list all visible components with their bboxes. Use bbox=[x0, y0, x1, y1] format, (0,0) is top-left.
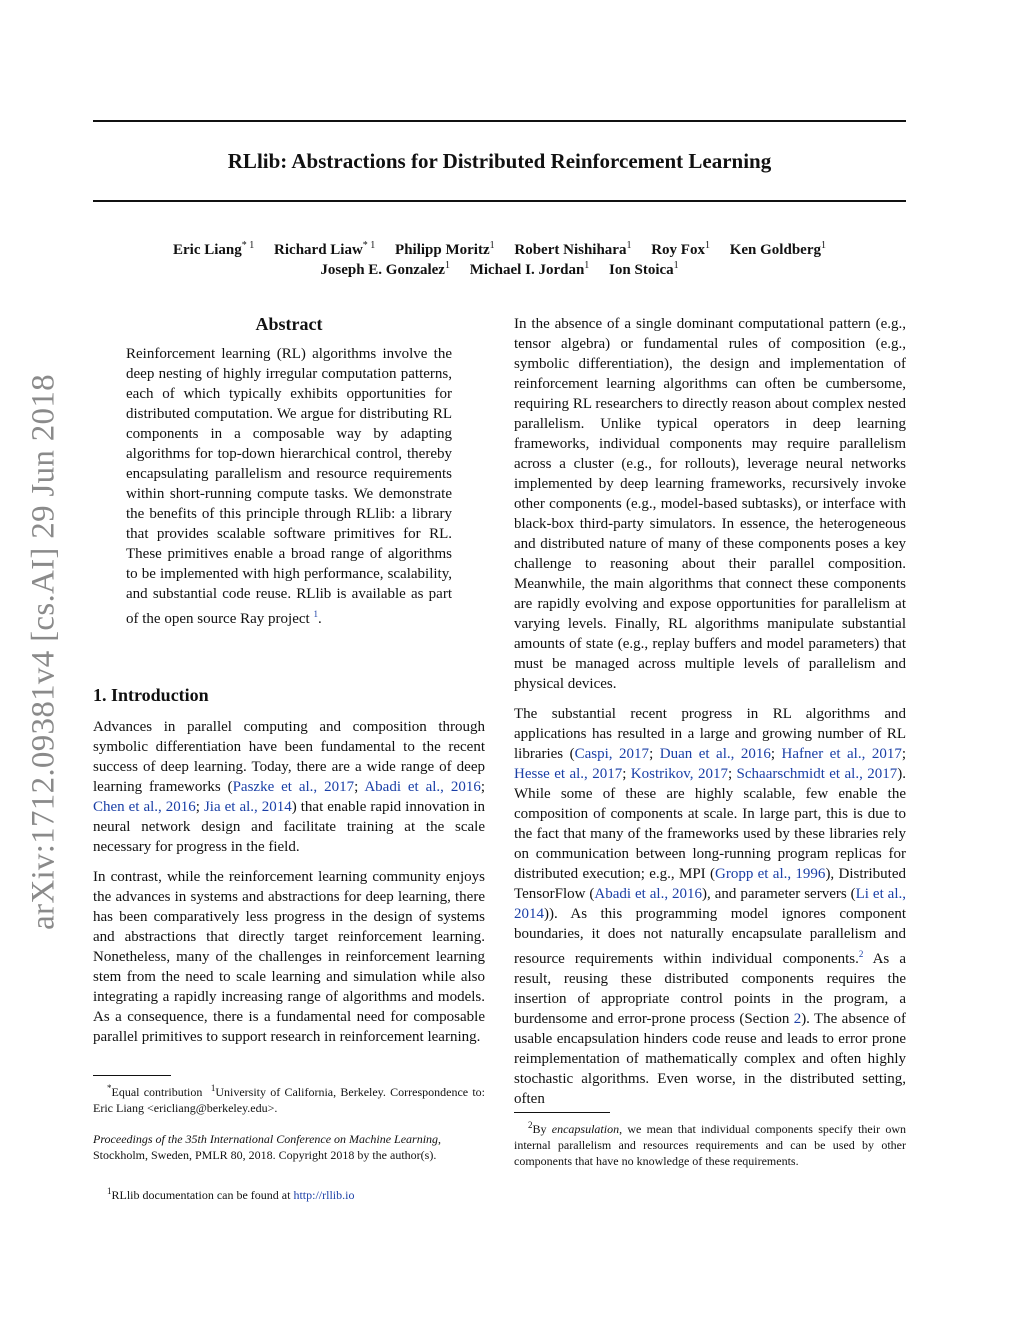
abstract-heading: Abstract bbox=[255, 314, 323, 334]
author: Robert Nishihara$^1$ bbox=[514, 240, 632, 258]
author: Ion Stoica$^1$ bbox=[609, 260, 679, 278]
citation-link[interactable]: Gropp et al., 1996 bbox=[715, 866, 826, 882]
footnote-1: $^1$RLlib documentation can be found at http://rllib.io bbox=[107, 1186, 355, 1202]
citation-link[interactable]: Jia et al., 2014 bbox=[203, 799, 292, 815]
footnote-2: $^2$By encapsulation, we mean that individual components specify their own internal parallelism and resources requirements and can be used by other components that have no knowledge of these requirements. bbox=[514, 1120, 906, 1168]
footnote-ref[interactable]: 2 bbox=[858, 949, 864, 959]
paper-title: RLlib: Abstractions for Distributed Reinforcement Learning bbox=[227, 149, 772, 173]
section-ref-link[interactable]: 2 bbox=[793, 1011, 802, 1027]
citation-link[interactable]: Abadi et al., 2016 bbox=[364, 779, 481, 795]
proceedings-notice: Proceedings of the 35th International Conference on Machine Learning, Stockholm, Sweden, PMLR 80, 2018. Copyright 2018 by the author(s). bbox=[93, 1132, 442, 1162]
title-bottom-rule bbox=[93, 200, 906, 202]
title-top-rule bbox=[93, 120, 906, 122]
footnote-ref[interactable]: 1 bbox=[313, 609, 318, 619]
arxiv-sidebar-stamp: arXiv:1712.09381v4 [cs.AI] 29 Jun 2018 bbox=[25, 374, 62, 930]
author: Eric Liang$^{* 1}$ bbox=[173, 240, 255, 258]
citation-link[interactable]: Chen et al., 2016 bbox=[93, 799, 196, 815]
author: Roy Fox$^1$ bbox=[651, 240, 710, 258]
section-heading-introduction: 1. Introduction bbox=[93, 685, 209, 705]
citation-link[interactable]: Paszke et al., 2017 bbox=[232, 779, 355, 795]
footnote-rule bbox=[514, 1112, 610, 1113]
author: Michael I. Jordan$^1$ bbox=[469, 260, 590, 278]
footnote-equal-contribution: *Equal contribution $^1$University of California, Berkeley. Correspondence to: Eric Liang <ericliang@berkeley.edu>. bbox=[93, 1083, 485, 1115]
author-list-line-2 bbox=[93, 256, 906, 280]
body-paragraph: The substantial recent progress in RL algorithms and applications has resulted in a large and growing number of RL libraries (Caspi, 2017; Duan et al., 2016; Hafner et al., 2017; Hesse et al., 2017; Kostrikov, 2017; Schaarschmidt et al., 2017). While some of these are highly scalable, few enable the composition of components at scale. In large part, this is due to the fact that many of the frameworks used by these libraries rely on communication between long-running program replicas for distributed execution; e.g., MPI (Gropp et al., 1996), Distributed TensorFlow (Abadi et al., 2016), and parameter servers (Li et al., 2014)). As this programming model ignores component boundaries, it does not naturally encapsulate parallelism and resource requirements within individual components.$^2$ As a result, reusing these distributed components requires the insertion of appropriate control points in the program, a burdensome and error-prone process (Section 2). The absence of usable encapsulation hinders code reuse and leads to error prone reimplementation of mathematically complex and often highly stochastic algorithms. Even worse, in the distributed setting, often bbox=[514, 706, 907, 1107]
author: Richard Liaw$^{* 1}$ bbox=[274, 240, 376, 258]
citation-link[interactable]: Hesse et al., 2017 bbox=[514, 766, 623, 782]
citation-link[interactable]: Caspi, 2017 bbox=[574, 746, 650, 762]
citation-link[interactable]: Duan et al., 2016 bbox=[659, 746, 771, 762]
intro-paragraph: In contrast, while the reinforcement learning community enjoys the advances in systems and abstractions for deep learning, there has been comparatively less progress in the design of systems and abstractions that directly target reinforcement learning. Nonetheless, many of the challenges in reinforcement learning stem from the need to scale learning and simulation while also integrating a rapidly increasing range of algorithms and models. As a consequence, there is a fundamental need for composable parallel primitives to support research in reinforcement learning. bbox=[93, 869, 485, 1045]
rllib-url-link[interactable]: http://rllib.io bbox=[293, 1188, 355, 1202]
intro-paragraph: Advances in parallel computing and composition through symbolic differentiation have been fundamental to the recent success of deep learning. Today, there are a wide range of deep learning frameworks (Paszke et al., 2017; Abadi et al., 2016; Chen et al., 2016; Jia et al., 2014) that enable rapid innovation in neural network design and facilitate training at the scale necessary for progress in the field. bbox=[93, 719, 486, 855]
citation-link[interactable]: Hafner et al., 2017 bbox=[781, 746, 902, 762]
author: Philipp Moritz$^1$ bbox=[395, 240, 495, 258]
citation-link[interactable]: Abadi et al., 2016 bbox=[594, 886, 703, 902]
citation-link[interactable]: Schaarschmidt et al., 2017 bbox=[736, 766, 898, 782]
citation-link[interactable]: Kostrikov, 2017 bbox=[630, 766, 728, 782]
footnote-rule bbox=[93, 1075, 171, 1076]
citation-link[interactable]: Li et al., 2014 bbox=[514, 886, 907, 922]
abstract-text: Reinforcement learning (RL) algorithms involve the deep nesting of highly irregular computation patterns, each of which typically exhibits opportunities for distributed computation. We argue for distributing RL components in a composable way by adapting algorithms for top-down hierarchical control, thereby encapsulating parallelism and resource requirements within short-running compute tasks. We demonstrate the benefits of this principle through RLlib: a library that provides scalable software primitives for RL. These primitives enable a broad range of algorithms to be implemented with high performance, scalability, and substantial code reuse. RLlib is available as part of the open source Ray project $^1$. bbox=[126, 346, 452, 627]
author: Joseph E. Gonzalez$^1$ bbox=[320, 260, 450, 278]
body-paragraph: In the absence of a single dominant computational pattern (e.g., tensor algebra) or fundamental rules of composition (e.g., symbolic differentiation), the design and implementation of reinforcement learning algorithms can often be cumbersome, requiring RL researchers to directly reason about complex nested parallelism. Unlike typical operators in deep learning frameworks, individual components may require parallelism across a cluster (e.g., for rollouts), leverage neural networks implemented by deep learning frameworks, recursively invoke other components (e.g., model-based subtasks), or interface with black-box third-party simulators. In essence, the heterogeneous and distributed nature of many of these components poses a key challenge to reasoning about their parallel composition. Meanwhile, the main algorithms that connect these components are rapidly evolving and expose opportunities for parallelism at varying levels. Finally, RL algorithms manipulate substantial amounts of state (e.g., replay buffers and model parameters) that must be managed across multiple levels of parallelism and physical devices. bbox=[514, 316, 906, 692]
author: Ken Goldberg$^1$ bbox=[729, 240, 826, 258]
